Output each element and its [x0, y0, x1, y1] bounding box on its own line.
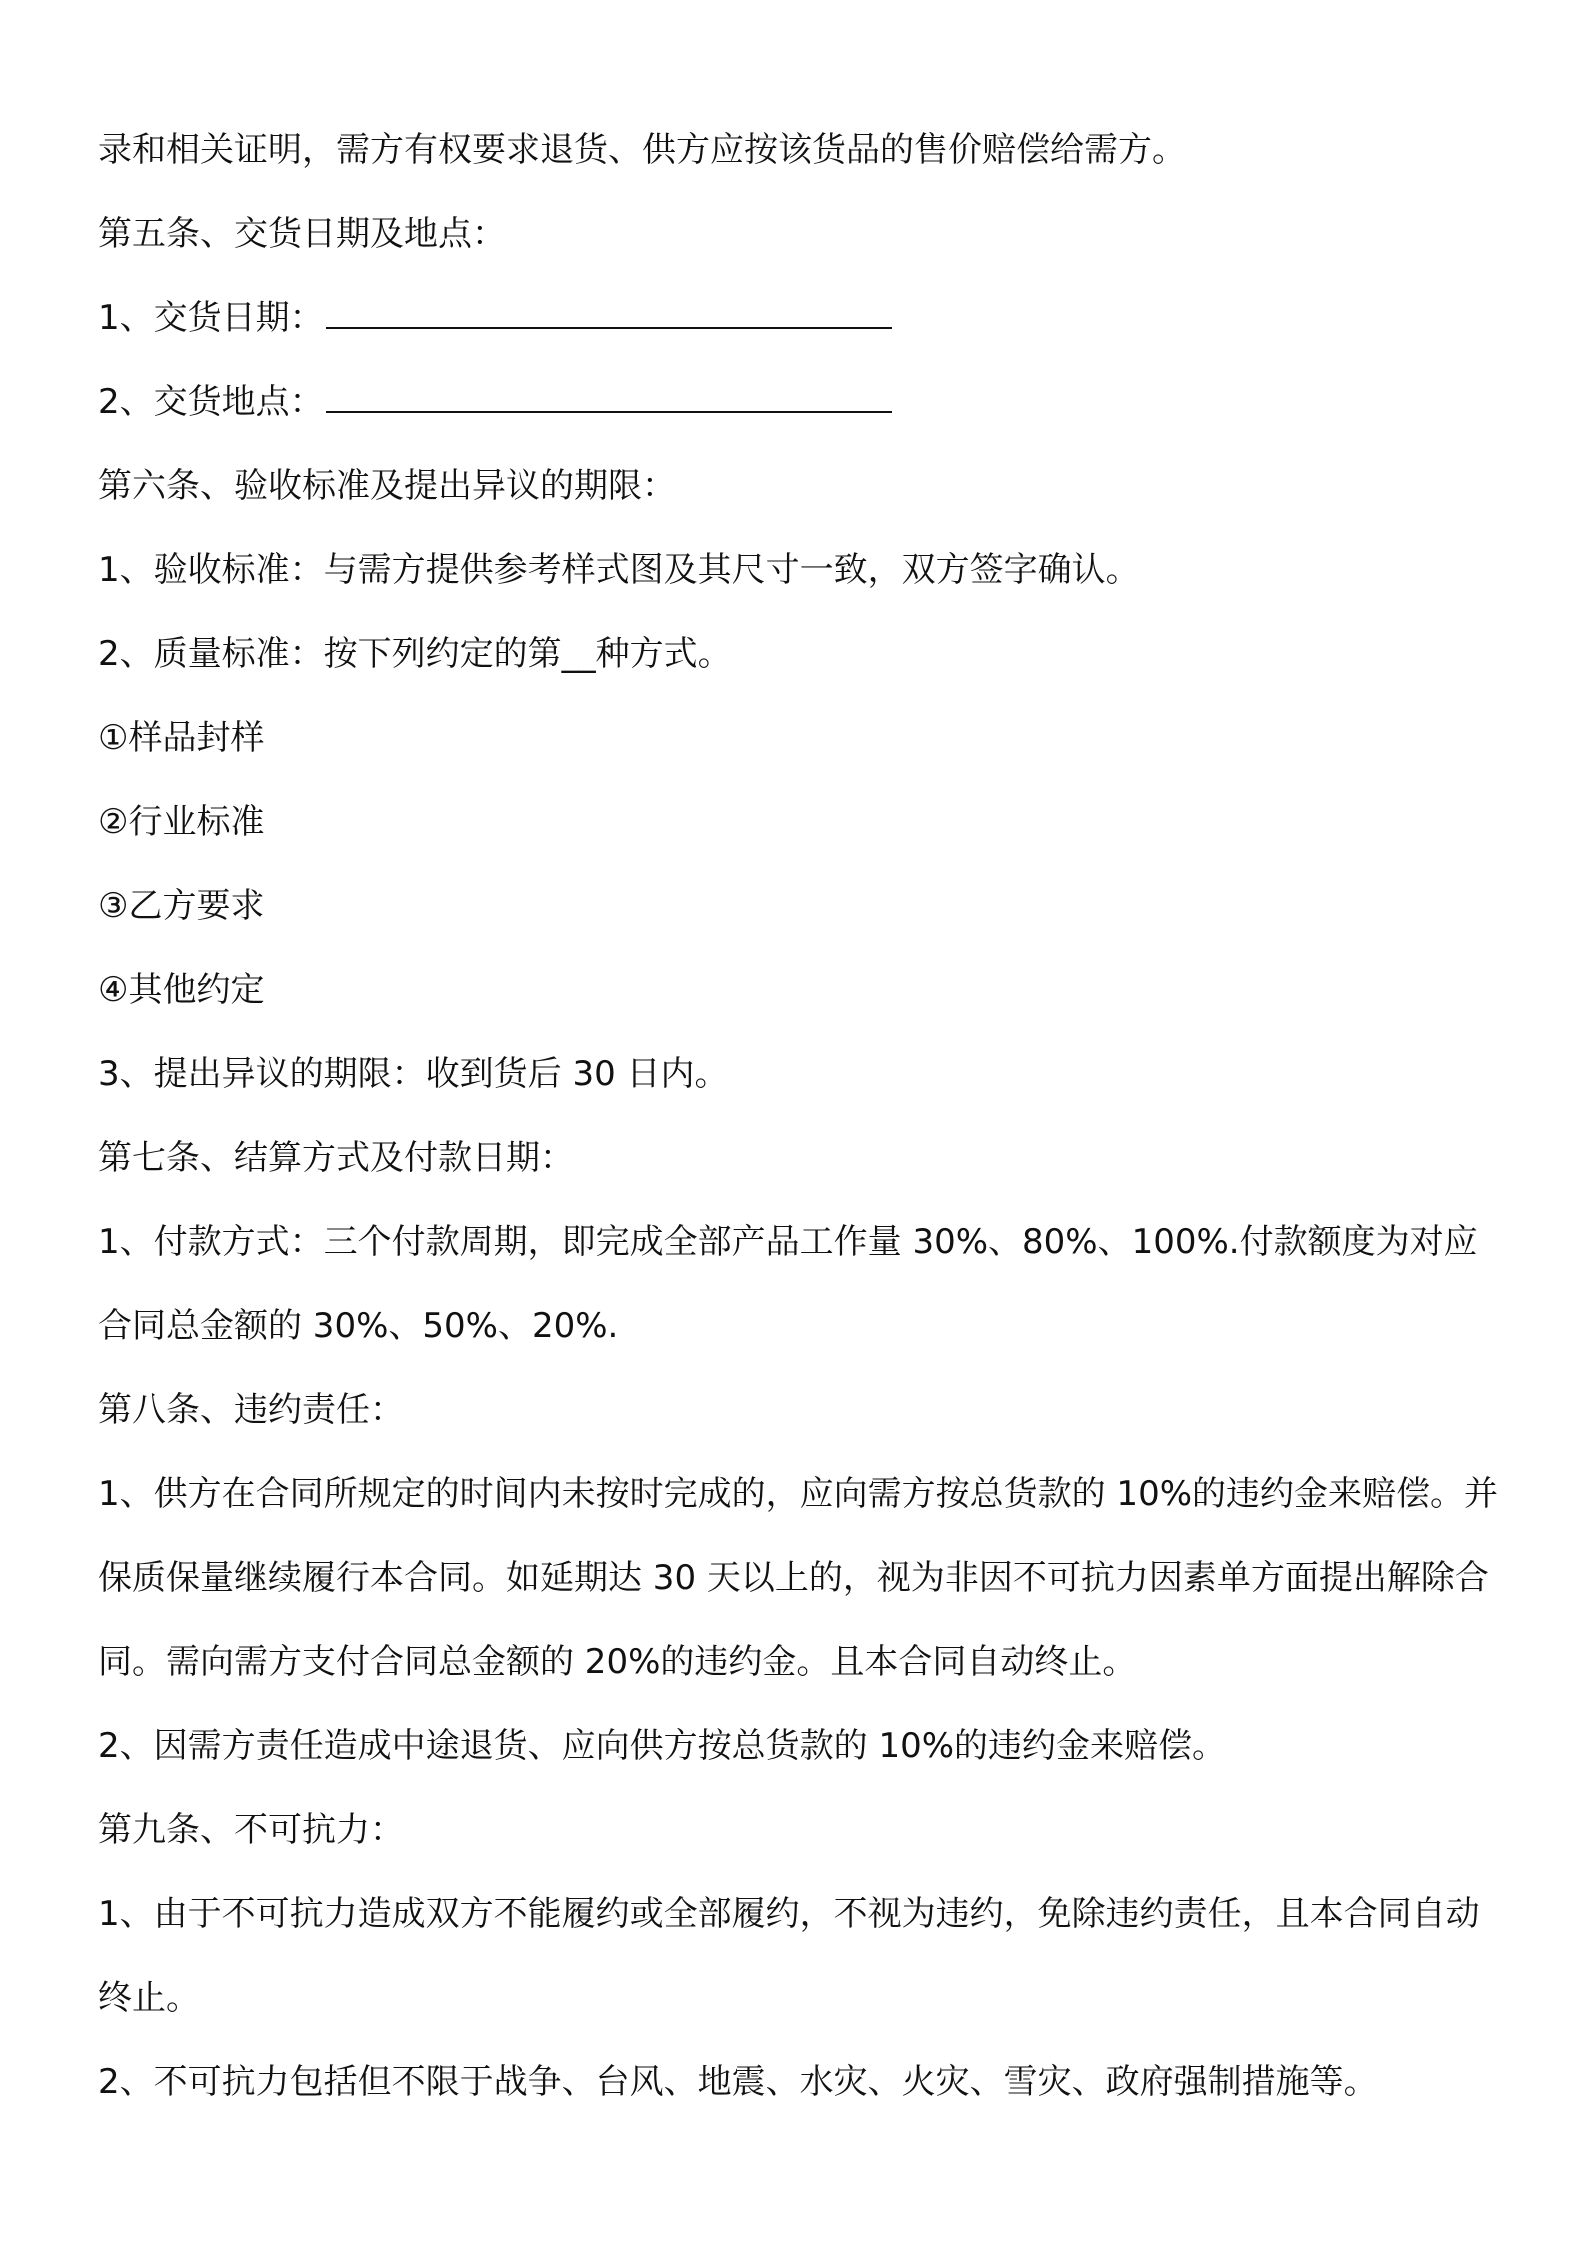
article-5-item-2 [98, 360, 1503, 444]
article-6-option-2: ②行业标准 [98, 802, 265, 842]
article-7-heading: 第七条、结算方式及付款日期： [98, 1138, 574, 1178]
article-6-option-4: ④其他约定 [98, 970, 265, 1010]
article-5-heading: 第五条、交货日期及地点： [98, 214, 506, 254]
delivery-date-label: 1、交货日期： [98, 298, 324, 338]
article-7-item-1: 1、付款方式：三个付款周期，即完成全部产品工作量 30%、80%、100%.付款额度为对应合同总金额的 30%、50%、20%. [98, 1222, 1478, 1346]
article-6-option-1: ①样品封样 [98, 718, 265, 758]
article-9-heading: 第九条、不可抗力： [98, 1810, 404, 1850]
article-5-item-1 [98, 276, 1503, 360]
delivery-location-label: 2、交货地点： [98, 382, 324, 422]
article-6-item-2: 2、质量标准：按下列约定的第__种方式。 [98, 634, 732, 674]
article-9-item-1: 1、由于不可抗力造成双方不能履约或全部履约，不视为违约，免除违约责任，且本合同自动终止。 [98, 1894, 1480, 2018]
article-6-heading: 第六条、验收标准及提出异议的期限： [98, 466, 676, 506]
continuation-paragraph: 录和相关证明，需方有权要求退货、供方应按该货品的售价赔偿给需方。 [98, 130, 1186, 170]
article-6-item-3: 3、提出异议的期限：收到货后 30 日内。 [98, 1054, 729, 1094]
article-9-item-2: 2、不可抗力包括但不限于战争、台风、地震、水灾、火灾、雪灾、政府强制措施等。 [98, 2062, 1378, 2102]
article-6-option-3: ③乙方要求 [98, 886, 265, 926]
article-8-heading: 第八条、违约责任： [98, 1390, 404, 1430]
contract-body [98, 108, 1503, 2124]
article-8-item-1: 1、供方在合同所规定的时间内未按时完成的，应向需方按总货款的 10%的违约金来赔偿。并保质保量继续履行本合同。如延期达 30 天以上的，视为非因不可抗力因素单方面提出解除合同。需向需方支付合同总金额的 20%的违约金。且本合同自动终止。 [98, 1474, 1499, 1682]
delivery-location-blank [326, 381, 892, 413]
article-8-item-2: 2、因需方责任造成中途退货、应向供方按总货款的 10%的违约金来赔偿。 [98, 1726, 1227, 1766]
delivery-date-blank [326, 297, 892, 329]
article-6-item-1: 1、验收标准：与需方提供参考样式图及其尺寸一致，双方签字确认。 [98, 550, 1140, 590]
